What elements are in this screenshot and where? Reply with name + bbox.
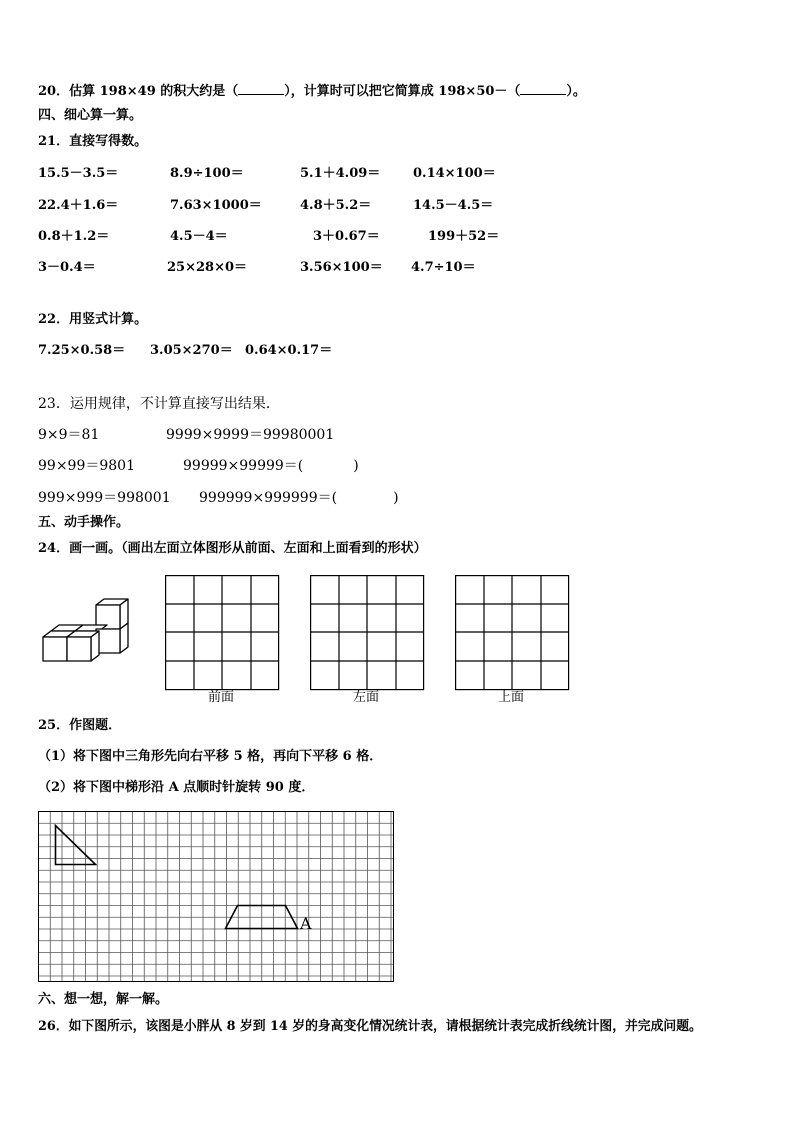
q21-item: 15.5－3.5＝ (38, 166, 119, 181)
q20-blank-2[interactable] (520, 83, 566, 95)
q20-blank-1[interactable] (238, 83, 284, 95)
q21-item: 7.63×1000＝ (170, 198, 262, 213)
q23-close-paren: ) (353, 458, 359, 474)
q21-item: 3.56×100＝ (300, 260, 383, 275)
q25-sub-2: （2）将下图中梯形沿 A 点顺时针旋转 90 度． (38, 780, 315, 795)
top-view-label: 上面 (498, 690, 525, 705)
q23-right-3 (199, 490, 399, 506)
question-24-title: 24．画一画。（画出左面立体图形从前面、左面和上面看到的形状） (38, 541, 427, 556)
q21-item: 22.4＋1.6＝ (38, 198, 119, 213)
q20-text-1: 20．估算 198×49 的积大约是（ (38, 84, 239, 99)
q21-item: 0.14×100＝ (413, 166, 496, 181)
q21-item: 14.5－4.5＝ (413, 198, 494, 213)
question-23-title: 23．运用规律，不计算直接写出结果． (38, 396, 280, 412)
question-25-title: 25．作图题． (38, 718, 122, 733)
q21-item: 4.7÷10＝ (411, 260, 476, 275)
question-22-title: 22．用竖式计算。 (38, 312, 148, 327)
question-26-text: 26．如下图所示，该图是小胖从 8 岁到 14 岁的身高变化情况统计表，请根据统计表完成折线统计图，并完成问题。 (38, 1019, 702, 1034)
left-view-label: 左面 (353, 690, 380, 705)
q21-item: 3－0.4＝ (38, 260, 96, 275)
q21-item: 4.8＋5.2＝ (300, 198, 372, 213)
q23-left-2: 99×99＝9801 (38, 458, 135, 474)
q25-sub-1: （1）将下图中三角形先向右平移 5 格，再向下平移 6 格． (38, 749, 383, 764)
q21-item: 8.9÷100＝ (170, 166, 244, 181)
section-6-heading: 六、想一想，解一解。 (38, 992, 169, 1007)
top-view-grid[interactable] (455, 575, 570, 691)
q22-item: 0.64×0.17＝ (245, 343, 333, 358)
q21-item: 199＋52＝ (428, 229, 500, 244)
q22-item: 3.05×270＝ (150, 343, 233, 358)
q21-item: 25×28×0＝ (167, 260, 248, 275)
q20-text-3: ）。 (566, 84, 586, 99)
q23-right-3-text: 999999×999999＝( (199, 490, 338, 506)
front-view-label: 前面 (208, 690, 235, 705)
q23-close-paren: ) (393, 490, 399, 506)
left-view-grid[interactable] (310, 575, 425, 691)
q21-item: 3＋0.67＝ (313, 229, 380, 244)
q23-right-2 (183, 458, 359, 474)
q21-item: 0.8＋1.2＝ (38, 229, 110, 244)
q21-item: 5.1＋4.09＝ (300, 166, 381, 181)
question-21-title: 21．直接写得数。 (38, 134, 148, 149)
q21-item: 4.5－4＝ (170, 229, 228, 244)
section-5-heading: 五、动手操作。 (38, 515, 130, 530)
q23-right-2-text: 99999×99999＝( (183, 458, 304, 474)
front-view-grid[interactable] (165, 575, 280, 691)
cube-solid-figure (40, 596, 130, 666)
section-4-heading: 四、细心算一算。 (38, 108, 143, 123)
point-a-label: A (300, 914, 312, 933)
q23-right-1: 9999×9999＝99980001 (166, 427, 335, 443)
q22-item: 7.25×0.58＝ (38, 343, 126, 358)
question-20 (38, 83, 586, 100)
q23-left-3: 999×999＝998001 (38, 490, 171, 506)
q23-left-1: 9×9＝81 (38, 427, 100, 443)
transformation-grid[interactable] (38, 811, 398, 983)
q20-text-2: ），计算时可以把它简算成 198×50－（ (284, 84, 521, 99)
